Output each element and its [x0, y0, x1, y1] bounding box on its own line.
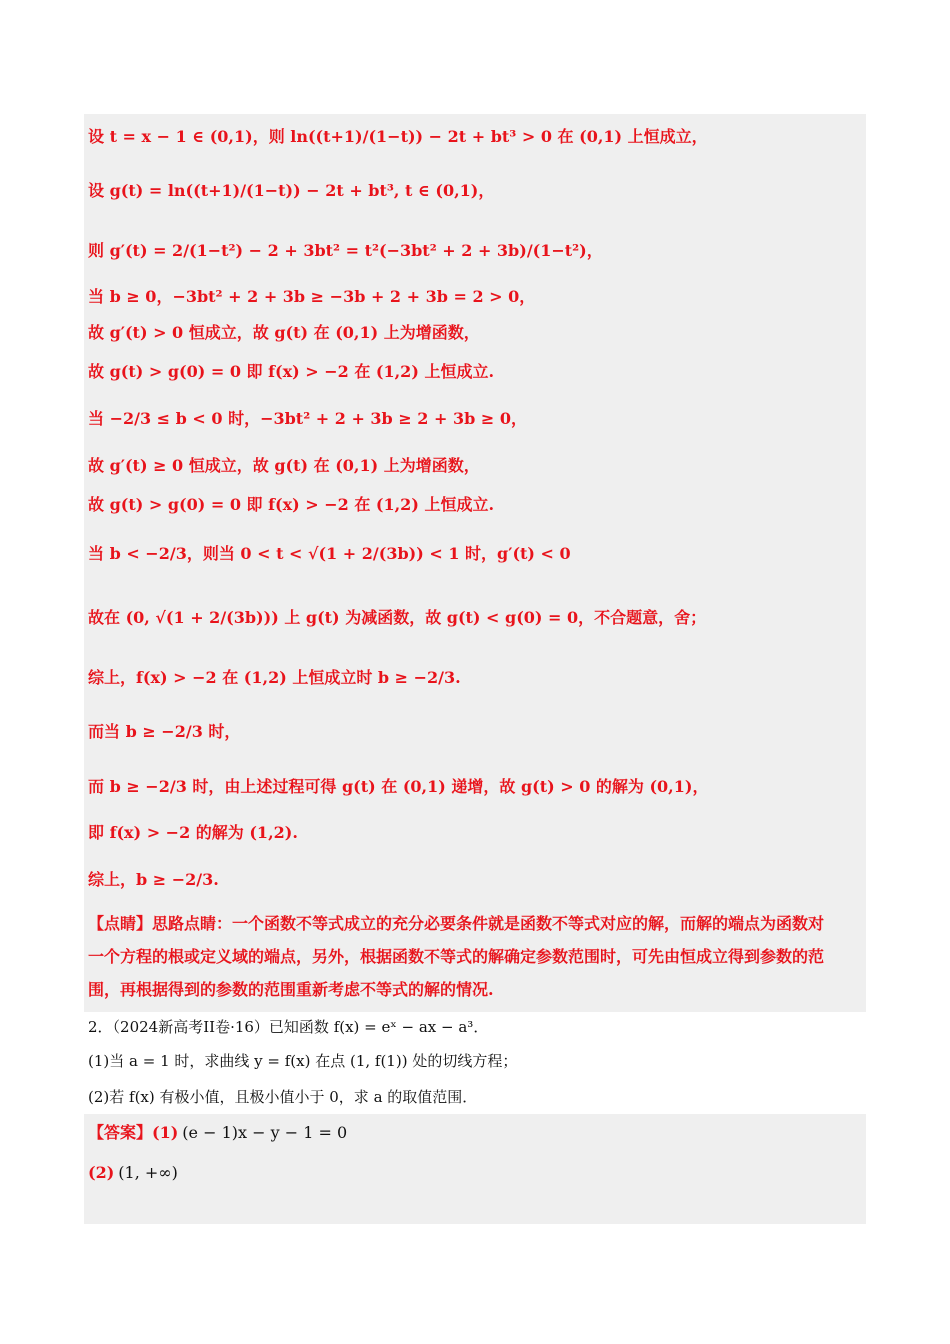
answer-line-2 [88, 1162, 178, 1184]
solution-line-1: 设 t = x − 1 ∈ (0,1)，则 ln((t+1)/(1−t)) − 2t + bt³ > 0 在 (0,1) 上恒成立， [88, 127, 708, 146]
problem-part2: (2)若 f(x) 有极小值，且极小值小于 0，求 a 的取值范围． [88, 1088, 478, 1106]
solution-line-3: 则 g′(t) = 2/(1−t²) − 2 + 3bt² = t²(−3bt² + 2 + 3b)/(1−t²)， [88, 241, 603, 260]
solution-line-13: 而当 b ≥ −2/3 时， [88, 722, 241, 741]
problem-statement: 2．（2024新高考II卷·16）已知函数 f(x) = eˣ − ax − a³． [88, 1018, 489, 1036]
solution-line-15: 即 f(x) > −2 的解为 (1,2). [88, 823, 298, 842]
answer-part1: (e − 1)x − y − 1 = 0 [182, 1123, 348, 1142]
solution-line-2: 设 g(t) = ln((t+1)/(1−t)) − 2t + bt³, t ∈ (0,1)， [88, 181, 495, 200]
solution-line-16: 综上，b ≥ −2/3. [88, 870, 219, 889]
answer-part1-label: (1) [152, 1123, 179, 1142]
note-line-2: 一个方程的根或定义域的端点，另外，根据函数不等式的解确定参数范围时，可先由恒成立得到参数的范 [88, 947, 825, 966]
solution-line-6: 故 g(t) > g(0) = 0 即 f(x) > −2 在 (1,2) 上恒成立. [88, 362, 495, 381]
answer-part2: (1, +∞) [118, 1163, 178, 1182]
solution-line-14: 而 b ≥ −2/3 时，由上述过程可得 g(t) 在 (0,1) 递增，故 g(t) > 0 的解为 (0,1)， [88, 777, 709, 796]
solution-line-10: 当 b < −2/3，则当 0 < t < √(1 + 2/(3b)) < 1 时，g′(t) < 0 [88, 544, 571, 563]
solution-line-7: 当 −2/3 ≤ b < 0 时，−3bt² + 2 + 3b ≥ 2 + 3b ≥ 0， [88, 409, 527, 428]
answer-label: 【答案】 [88, 1123, 153, 1142]
solution-line-9: 故 g(t) > g(0) = 0 即 f(x) > −2 在 (1,2) 上恒成立. [88, 495, 495, 514]
note-line-1: 【点睛】思路点睛：一个函数不等式成立的充分必要条件就是函数不等式对应的解，而解的端点为函数对 [88, 914, 825, 933]
problem-part1: (1)当 a = 1 时，求曲线 y = f(x) 在点 (1, f(1)) 处的切线方程； [88, 1052, 518, 1070]
solution-line-12: 综上，f(x) > −2 在 (1,2) 上恒成立时 b ≥ −2/3. [88, 668, 461, 687]
note-line-3: 围，再根据得到的参数的范围重新考虑不等式的解的情况. [88, 980, 494, 999]
solution-line-11: 故在 (0, √(1 + 2/(3b))) 上 g(t) 为减函数，故 g(t) < g(0) = 0，不合题意，舍； [88, 608, 707, 627]
answer-part2-label: (2) [88, 1163, 115, 1182]
solution-line-8: 故 g′(t) ≥ 0 恒成立，故 g(t) 在 (0,1) 上为增函数， [88, 456, 480, 475]
solution-line-5: 故 g′(t) > 0 恒成立，故 g(t) 在 (0,1) 上为增函数， [88, 323, 480, 342]
solution-line-4: 当 b ≥ 0，−3bt² + 2 + 3b ≥ −3b + 2 + 3b = 2 > 0， [88, 287, 536, 306]
answer-line-1 [88, 1122, 347, 1144]
